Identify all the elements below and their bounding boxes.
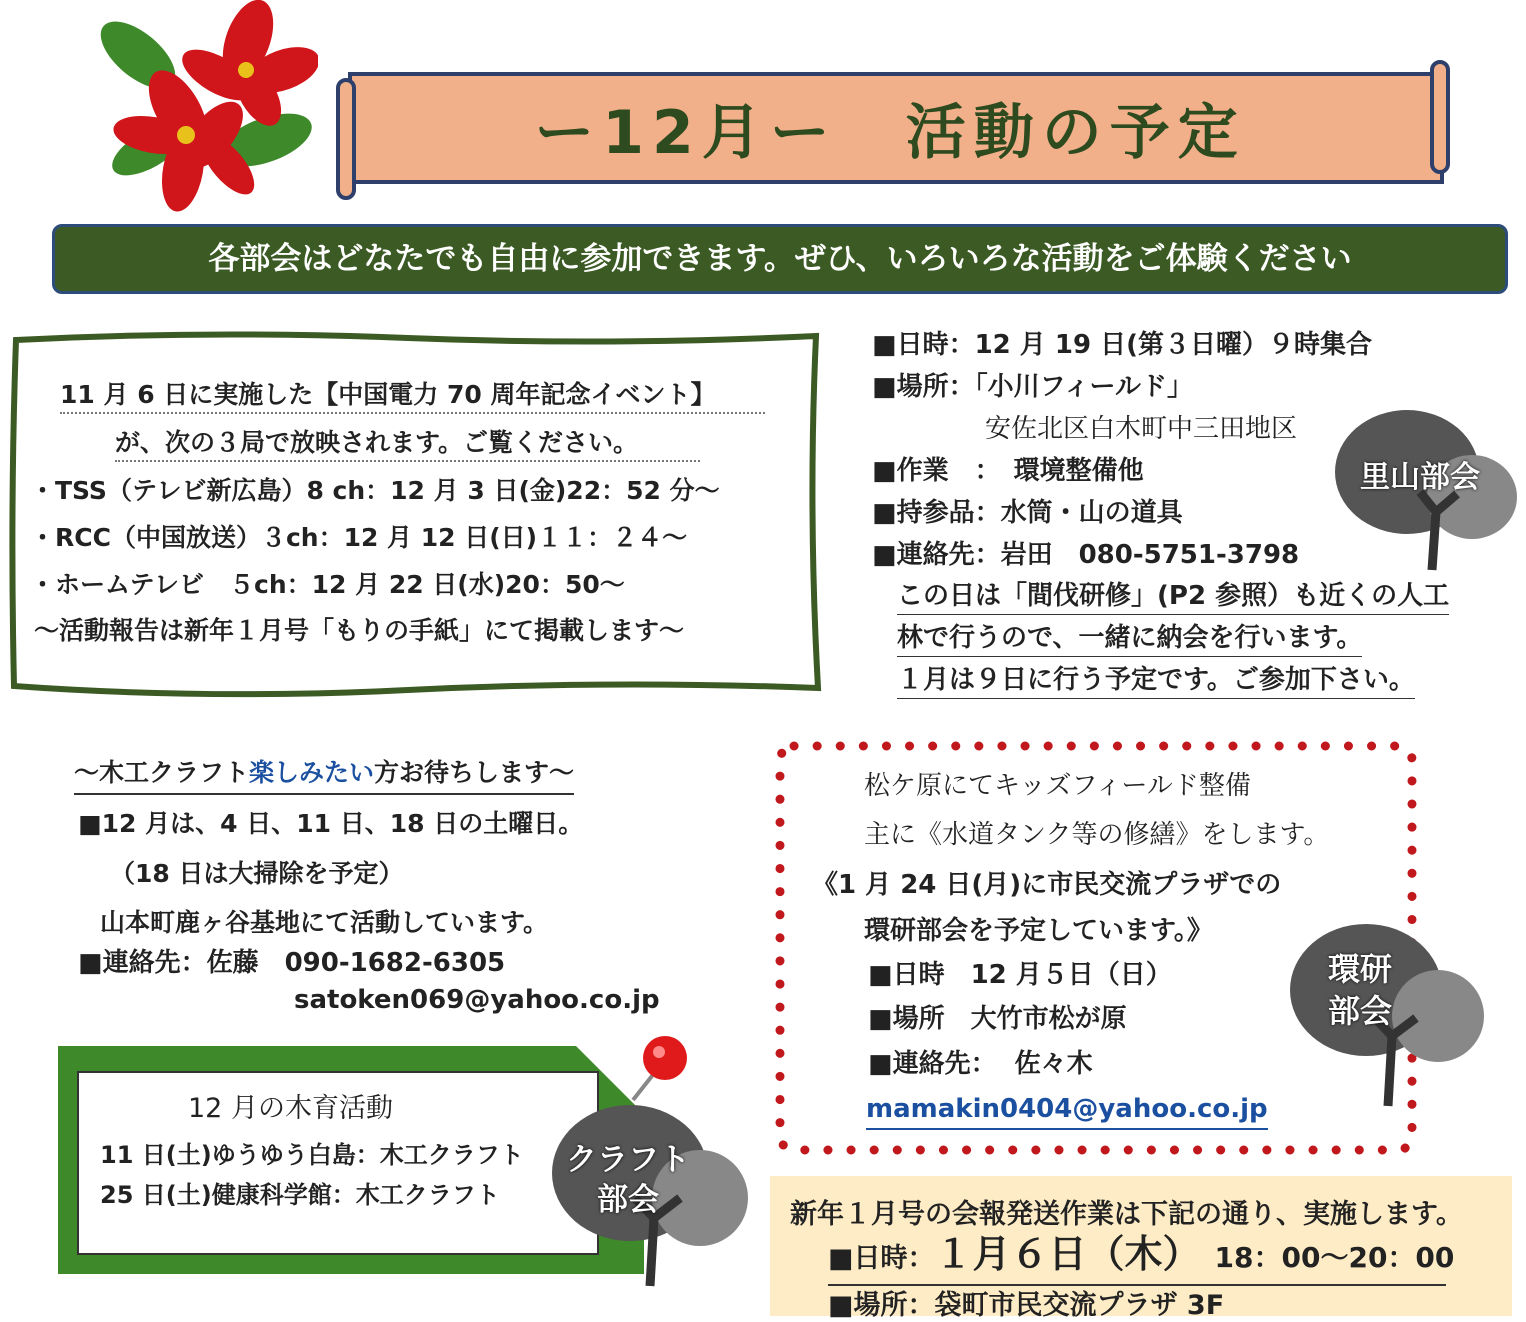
satoyama-place: ■場所：「小川フィールド」: [872, 372, 1193, 402]
kanken-line1: 松ケ原にてキッズフィールド整備: [864, 771, 1251, 801]
satoyama-contact: ■連絡先：岩田 080-5751-3798: [872, 540, 1300, 570]
mailing-place: ■場所：袋町市民交流プラザ 3F: [828, 1290, 1225, 1321]
kanken-badge: 環研 部会: [1328, 950, 1393, 1030]
satoyama-date: ■日時：12 月 19 日(第３日曜）９時集合: [872, 330, 1372, 360]
mailing-date-row: ■日時：１月６日（木） 18：00～20：00: [828, 1232, 1446, 1286]
kanken-place: ■場所 大竹市松が原: [868, 1004, 1127, 1034]
kanken-line4: 環研部会を予定しています。》: [864, 916, 1213, 946]
craft-cleaning-note: （18 日は大掃除を予定）: [110, 859, 404, 888]
satoyama-note2: 林で行うので、一緒に納会を行います。: [897, 620, 1362, 657]
mailing-heading: 新年１月号の会報発送作業は下記の通り、実施します。: [790, 1199, 1463, 1230]
page-title: ー12月ー 活動の予定: [534, 98, 1246, 168]
tv-notice-line1: 11 月 6 日に実施した【中国電力 70 周年記念イベント】: [60, 378, 765, 414]
tv-schedule-tss: ・TSS（テレビ新広島）8 ch：12 月 3 日(金)22：52 分～: [30, 476, 720, 505]
mokuiku-item2: 25 日(土)健康科学館：木工クラフト: [100, 1181, 500, 1209]
craft-badge: クラフト 部会: [566, 1142, 690, 1218]
tv-schedule-hometv: ・ホームテレビ ５ch：12 月 22 日(水)20：50～: [30, 570, 625, 599]
tv-notice-line2: が、次の３局で放映されます。ご覧ください。: [115, 426, 700, 462]
kanken-email[interactable]: mamakin0404@yahoo.co.jp: [866, 1090, 1268, 1130]
craft-contact: ■連絡先：佐藤 090-1682-6305: [78, 948, 506, 978]
mokuiku-title: 12 月の木育活動: [188, 1093, 393, 1124]
intro-banner: 各部会はどなたでも自由に参加できます。ぜひ、いろいろな活動をご体験ください: [52, 224, 1508, 294]
kanken-line2: 主に《水道タンク等の修繕》をします。: [864, 820, 1330, 850]
satoyama-work: ■作業 ： 環境整備他: [872, 456, 1144, 486]
satoyama-badge: 里山部会: [1360, 460, 1480, 495]
poinsettia-illustration: [88, 0, 318, 215]
kanken-contact: ■連絡先： 佐々木: [868, 1049, 1093, 1079]
kanken-date: ■日時 12 月５日（日）: [868, 960, 1172, 990]
craft-schedule: ■12 月は、4 日、11 日、18 日の土曜日。: [78, 809, 584, 838]
craft-heading: ～木工クラフト楽しみたい方お待ちします～: [74, 755, 574, 795]
tv-notice-footer: ～活動報告は新年１月号「もりの手紙」にて掲載します～: [34, 616, 685, 645]
craft-location: 山本町鹿ヶ谷基地にて活動しています。: [100, 908, 549, 937]
satoyama-note3: １月は９日に行う予定です。ご参加下さい。: [897, 662, 1415, 699]
satoyama-place-detail: 安佐北区白木町中三田地区: [985, 414, 1298, 444]
satoyama-note1: この日は「間伐研修」(P2 参照）も近くの人工: [897, 578, 1449, 615]
mokuiku-item1: 11 日(土)ゆうゆう白島：木工クラフト: [100, 1141, 524, 1169]
satoyama-bring: ■持参品：水筒・山の道具: [872, 498, 1183, 528]
craft-email[interactable]: satoken069@yahoo.co.jp: [294, 985, 660, 1015]
kanken-line3: 《1 月 24 日(月)に市民交流プラザでの: [812, 870, 1282, 900]
tv-schedule-rcc: ・RCC（中国放送）３ch：12 月 12 日(日)１１：２４～: [30, 523, 688, 552]
